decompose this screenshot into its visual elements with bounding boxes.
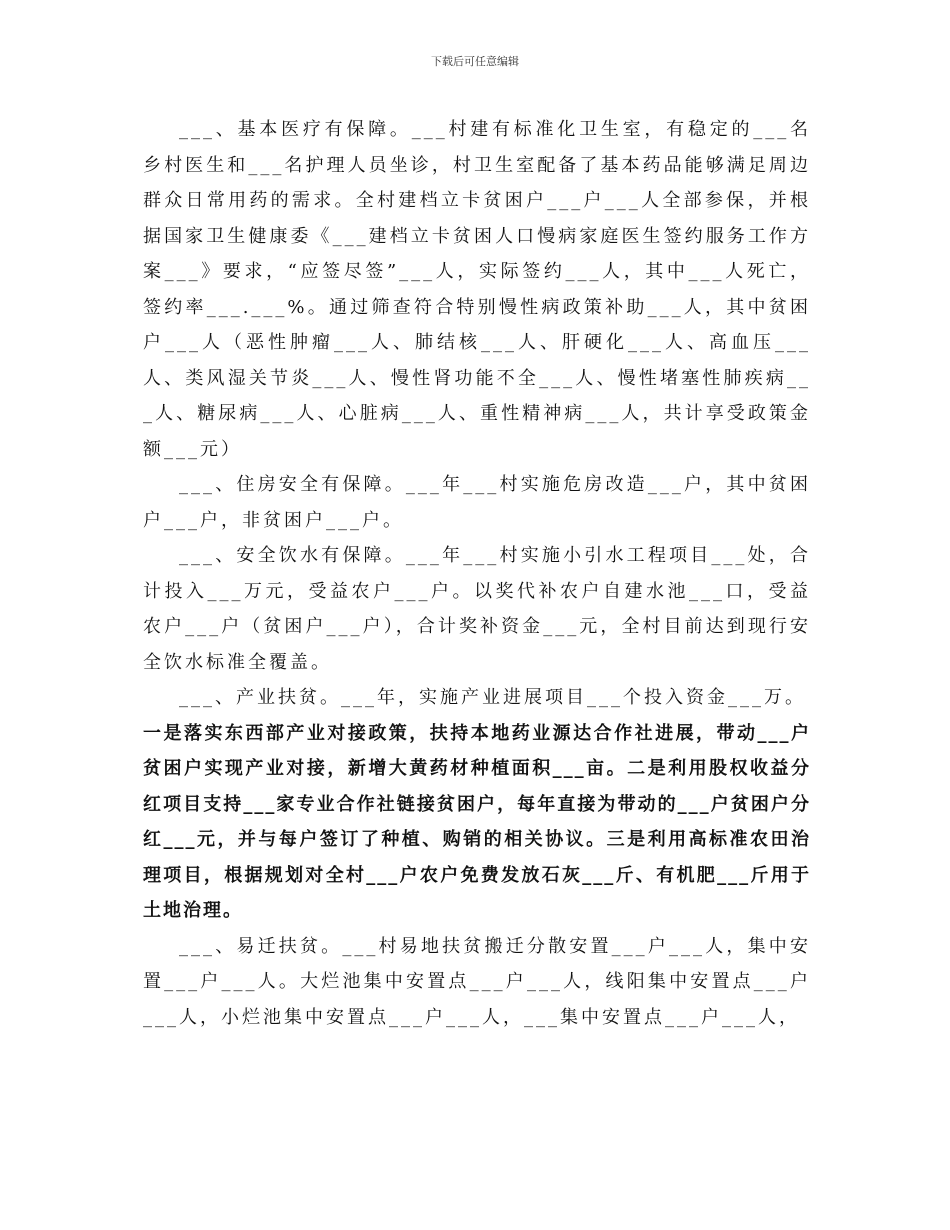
paragraph-drinking-water: ___、安全饮水有保障。___年___村实施小引水工程项目___处，合计投入___万元，受益农户___户。以奖代补农户自建水池___口，受益农户___户（贫困户___户），合计奖补资金___元，全村目前达到现行安全饮水标准全覆盖。 (143, 545, 811, 673)
page-header: 下载后可任意编辑 (431, 55, 519, 68)
paragraph-relocation: ___、易迁扶贫。___村易地扶贫搬迁分散安置___户___人，集中安置___户___人。大烂池集中安置点___户___人，线阳集中安置点___户___人，小烂池集中安置点___户___人，___集中安置点___户___人， (143, 935, 811, 1028)
paragraph-housing-security: ___、住房安全有保障。___年___村实施危房改造___户，其中贫困户___户，非贫困户___户。 (143, 474, 811, 531)
paragraph-medical-security: ___、基本医疗有保障。___村建有标准化卫生室，有稳定的___名乡村医生和___名护理人员坐诊，村卫生室配备了基本药品能够满足周边群众日常用药的需求。全村建档立卡贫困户___户___人全部参保，并根据国家卫生健康委《___建档立卡贫困人口慢病家庭医生签约服务工作方案___》要求，“应签尽签”___人，实际签约___人，其中___人死亡，签约率___.___%。通过筛查符合特别慢性病政策补助___人，其中贫困户___人（恶性肿瘤___人、肺结核___人、肝硬化___人、高血压___人、类风湿关节炎___人、慢性肾功能不全___人、慢性堵塞性肺疾病___人、糖尿病___人、心脏病___人、重性精神病___人，共计享受政策金额___元） (143, 119, 811, 460)
document-body (143, 112, 811, 1035)
paragraph-industry-intro: ___、产业扶贫。___年，实施产业进展项目___个投入资金___万。 (179, 687, 806, 708)
paragraph-industry-detail: 一是落实东西部产业对接政策，扶持本地药业源达合作社进展，带动___户贫困户实现产业对接，新增大黄药材种植面积___亩。二是利用股权收益分红项目支持___家专业合作社链接贫困户，每年直接为带动的___户贫困户分红___元，并与每户签订了种植、购销的相关协议。三是利用高标准农田治理项目，根据规划对全村___户农户免费发放石灰___斤、有机肥___斤用于土地治理。 (143, 722, 811, 921)
